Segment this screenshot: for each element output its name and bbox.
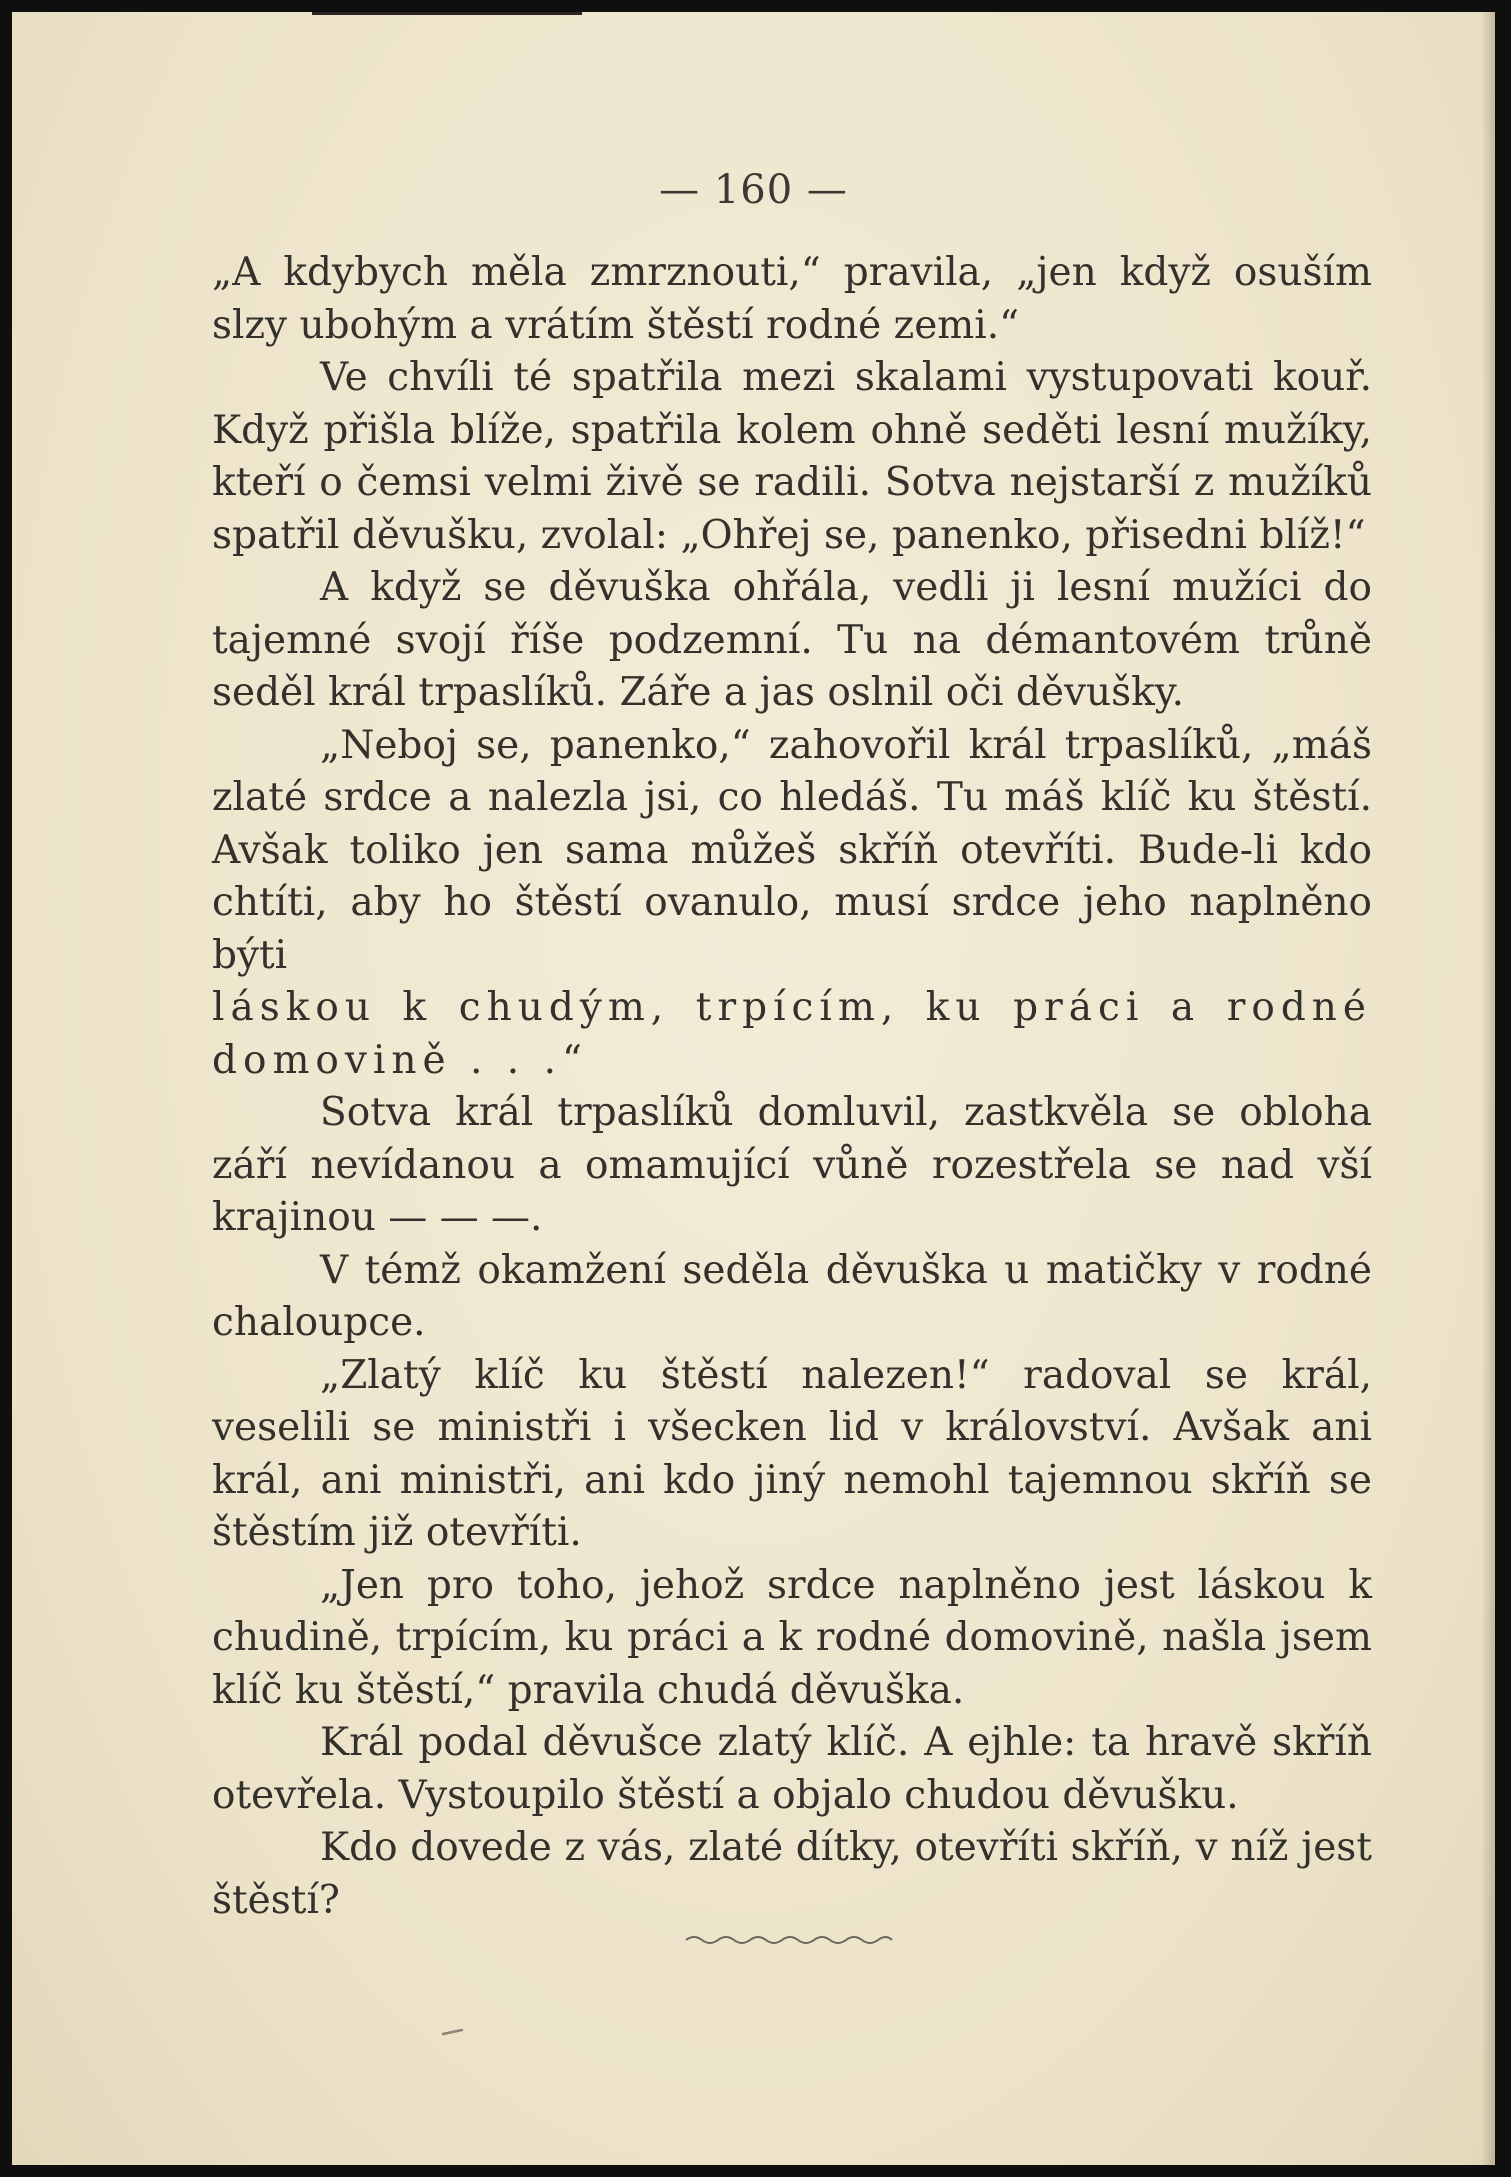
paragraph: Král podal děvušce zlatý klíč. A ejhle: ta hravě skříň otevřela. Vystoupilo štěstí a objalo chudou děvušku. bbox=[212, 1720, 1372, 1818]
paragraph: Kdo dovede z vás, zlaté dítky, otevříti skříň, v níž jest štěstí? bbox=[212, 1825, 1372, 1923]
paragraph: „Neboj se, panenko,“ zahovořil král trpaslíků, „máš zlaté srdce a nalezla jsi, co hledáš. Tu máš klíč ku štěstí. Avšak toliko jen sama můžeš skříň otevříti. Bude-li kdo chtíti, aby ho štěstí ovanulo, musí srdce jeho naplněno býti bbox=[212, 722, 1372, 978]
paragraph: A když se děvuška ohřála, vedli ji lesní mužíci do tajemné svojí říše podzemní. Tu na démantovém trůně seděl král trpaslíků. Záře a jas oslnil oči děvušky. bbox=[212, 565, 1372, 715]
end-flourish-ornament bbox=[684, 1932, 894, 1946]
body-text bbox=[212, 247, 1372, 1927]
page-edge-shadow bbox=[1481, 12, 1495, 2165]
book-page bbox=[12, 12, 1495, 2165]
page-number: — 160 — bbox=[659, 167, 848, 213]
paragraph: „Zlatý klíč ku štěstí nalezen!“ radoval se král, veselili se ministři i všecken lid v království. Avšak ani král, ani ministři, ani kdo jiný nemohl tajemnou skříň se štěstím již otevříti. bbox=[212, 1352, 1372, 1555]
emphasized-paragraph: láskou k chudým, trpícím, ku práci a rodné domovině . . .“ bbox=[212, 985, 1372, 1083]
paragraph: V témž okamžení seděla děvuška u matičky v rodné chaloupce. bbox=[212, 1247, 1372, 1345]
paragraph: „A kdybych měla zmrznouti,“ pravila, „jen když osuším slzy ubohým a vrátím štěstí rodné zemi.“ bbox=[212, 250, 1372, 348]
paragraph: Sotva král trpaslíků domluvil, zastkvěla se obloha září nevídanou a omamující vůně rozestřela se nad vší krajinou — — —. bbox=[212, 1090, 1372, 1240]
paragraph: Ve chvíli té spatřila mezi skalami vystupovati kouř. Když přišla blíže, spatřila kolem ohně seděti lesní mužíky, kteří o čemsi velmi živě se radili. Sotva nejstarší z mužíků spatřil děvušku, zvolal: „Ohřej se, panenko, přisedni blíž!“ bbox=[212, 355, 1372, 558]
ink-speck bbox=[442, 2028, 464, 2036]
paragraph: „Jen pro toho, jehož srdce naplněno jest láskou k chudině, trpícím, ku práci a k rodné domovině, našla jsem klíč ku štěstí,“ pravila chudá děvuška. bbox=[212, 1562, 1372, 1713]
top-rule bbox=[312, 12, 582, 15]
